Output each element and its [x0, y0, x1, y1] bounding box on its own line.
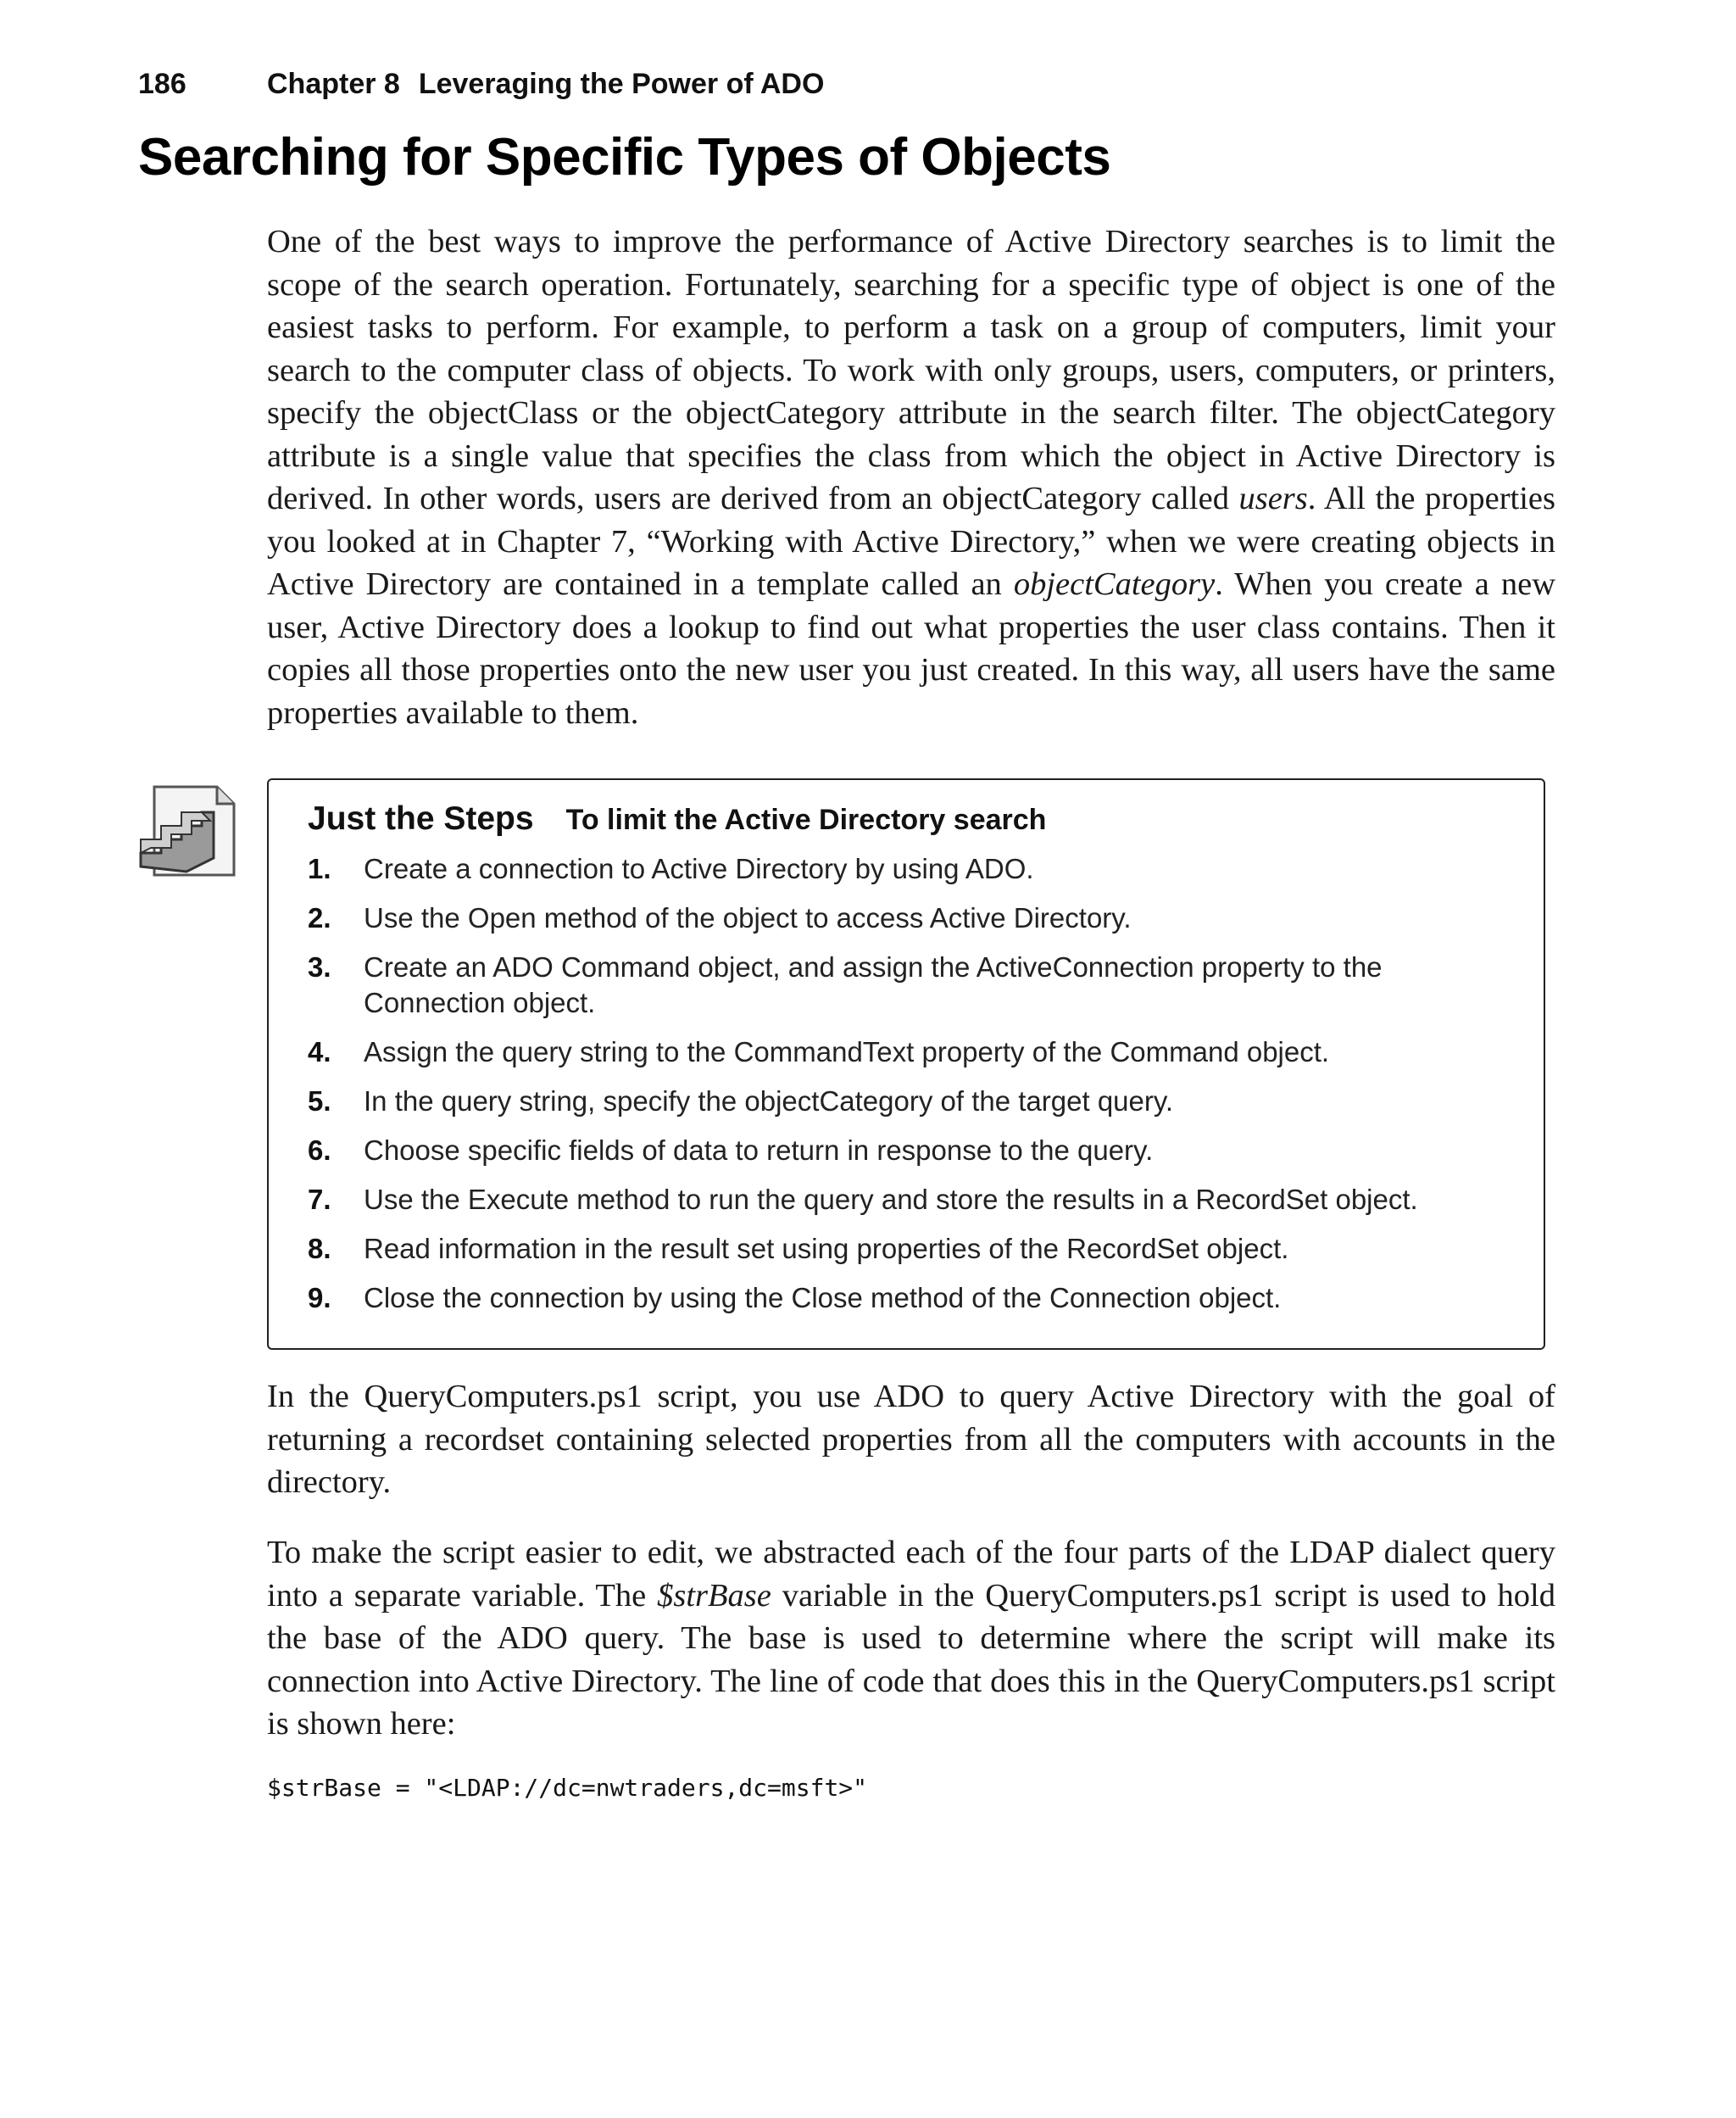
list-item: [308, 1280, 1511, 1316]
body-paragraph-2: In the QueryComputers.ps1 script, you use ADO to query Active Directory with the goal of returning a recordset containing selected properties from all the computers with accounts in the directory.: [267, 1379, 1555, 1500]
step-number: 1.: [308, 853, 331, 884]
step-text: Use the Execute method to run the query and store the results in a RecordSet object.: [364, 1184, 1418, 1215]
list-item: [308, 1084, 1511, 1119]
list-item: [308, 1034, 1511, 1070]
paragraph-text: . All the properties you looked at in Chapter 7, “Working with Active Directory,” when we were creating objects in Active Directory are contained in a template called an: [267, 481, 1555, 602]
list-item: [308, 950, 1511, 1021]
step-number: 9.: [308, 1282, 331, 1313]
step-number: 7.: [308, 1184, 331, 1215]
step-number: 8.: [308, 1233, 331, 1264]
step-text: Use the Open method of the object to access Active Directory.: [364, 902, 1132, 934]
step-text: Create an ADO Command object, and assign the ActiveConnection property to the Connection object.: [364, 951, 1383, 1018]
steps-label: Just the Steps: [308, 800, 534, 837]
step-text: Choose specific fields of data to return in response to the query.: [364, 1134, 1154, 1166]
steps-title: To limit the Active Directory search: [565, 804, 1047, 836]
page-number: 186: [138, 68, 186, 100]
step-number: 2.: [308, 902, 331, 934]
steps-list: [308, 848, 1511, 1316]
step-number: 6.: [308, 1134, 331, 1166]
list-item: [308, 851, 1511, 887]
body-paragraph-3: [267, 1531, 1555, 1746]
list-item: [308, 1182, 1511, 1218]
step-number: 4.: [308, 1036, 331, 1067]
steps-icon: [136, 780, 237, 882]
paragraph-text: One of the best ways to improve the performance of Active Directory searches is to limit the scope of the search operation. Fortunately, searching for a specific type of object is one of the easiest tasks to perform. For example, to perform a task on a group of computers, limit your search to the computer class of objects. To work with only groups, users, computers, or printers, specify the objectClass or the objectCategory attribute in the search filter. The objectCategory attribute is a single value that specifies the class from which the object in Active Directory is derived. In other words, users are derived from an objectCategory called: [267, 224, 1555, 516]
paragraph-text: To make the script easier to edit, we abstracted each of the four parts of the LDAP dialect query into a separate variable. The: [267, 1535, 1555, 1614]
italic-variable-strbase: $strBase: [657, 1577, 771, 1614]
italic-term-users: users: [1238, 481, 1308, 516]
section-title: Searching for Specific Types of Objects: [138, 128, 1111, 187]
list-item: [308, 1231, 1511, 1267]
step-text: In the query string, specify the objectCategory of the target query.: [364, 1085, 1174, 1117]
step-text: Assign the query string to the CommandText property of the Command object.: [364, 1036, 1330, 1067]
list-item: [308, 900, 1511, 936]
step-number: 3.: [308, 951, 331, 983]
chapter-title: Leveraging the Power of ADO: [418, 68, 825, 100]
step-number: 5.: [308, 1085, 331, 1117]
steps-heading: [308, 800, 1046, 838]
italic-term-objectcategory: objectCategory: [1013, 566, 1216, 602]
step-text: Create a connection to Active Directory by using ADO.: [364, 853, 1034, 884]
just-the-steps-box: [267, 778, 1545, 1350]
code-sample: $strBase = "<LDAP://dc=nwtraders,dc=msft>": [267, 1774, 868, 1802]
body-paragraph-1: [267, 220, 1555, 734]
list-item: [308, 1133, 1511, 1168]
running-header: [138, 68, 824, 101]
paragraph-text: . When you create a new user, Active Directory does a lookup to find out what properties the user class contains. Then it copies all those properties onto the new user you just created. In this way, all users have the same properties available to them.: [267, 566, 1555, 731]
step-text: Close the connection by using the Close method of the Connection object.: [364, 1282, 1282, 1313]
paragraph-text: variable in the QueryComputers.ps1 script is used to hold the base of the ADO query. The base is used to determine where the script will make its connection into Active Directory. The line of code that does this in the QueryComputers.ps1 script is shown here:: [267, 1577, 1555, 1742]
chapter-label: Chapter 8: [267, 68, 400, 100]
step-text: Read information in the result set using properties of the RecordSet object.: [364, 1233, 1289, 1264]
